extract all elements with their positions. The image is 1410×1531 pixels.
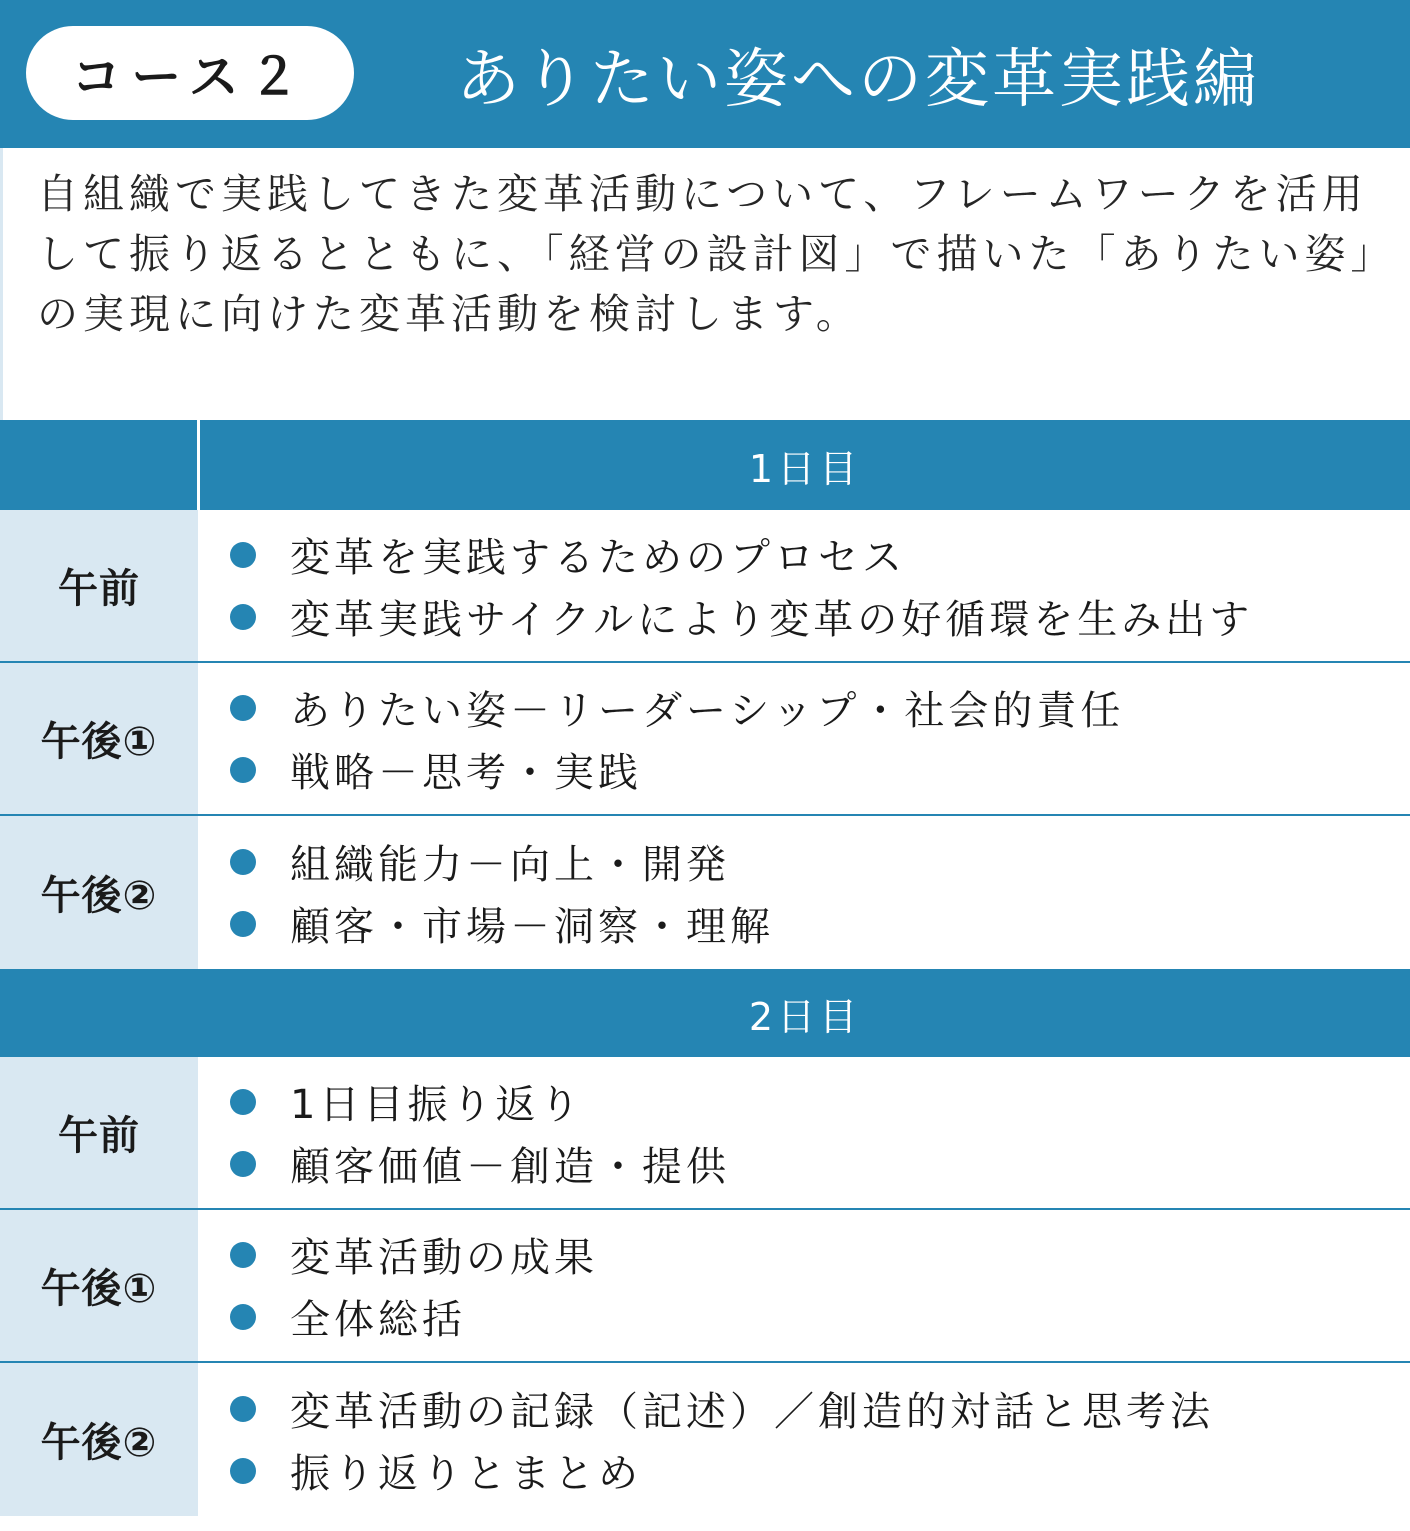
item-text: 組織能力－向上・開発 [290,842,730,888]
list-item [230,739,1410,801]
list-item [230,893,1410,955]
list-item [230,1286,1410,1348]
list-item [230,677,1410,739]
course-title: ありたい姿への変革実践編 [456,43,1260,117]
item-text: 1日目振り返り [290,1082,584,1128]
course-header [0,0,1410,148]
day-header [0,420,1410,510]
item-text: 変革を実践するためのプロセス [290,535,906,581]
course-description: 自組織で実践してきた変革活動について、フレームワークを活用して振り返るとともに、「経営の設計図」で描いた「ありたい姿」の実現に向けた変革活動を検討します。 [37,170,1376,338]
list-item [230,586,1410,648]
list-item [230,1440,1410,1502]
item-text: ありたい姿－リーダーシップ・社会的責任 [290,688,1125,734]
list-item [230,1133,1410,1195]
list-item [230,1378,1410,1440]
period-label: 午前 [0,1057,198,1208]
session-row [0,510,1410,663]
day-header [0,969,1410,1057]
day-label: 2日目 [748,994,862,1039]
bullet-icon [230,604,256,630]
list-item [230,831,1410,893]
bullet-icon [230,849,256,875]
session-items [198,1363,1410,1516]
bullet-icon [230,1151,256,1177]
list-item [230,1071,1410,1133]
period-label: 午後② [0,1363,198,1516]
item-text: 顧客・市場－洞察・理解 [290,904,774,950]
item-text: 戦略－思考・実践 [290,750,642,796]
day-label: 1日目 [748,446,862,491]
bullet-icon [230,695,256,721]
bullet-icon [230,1458,256,1484]
bullet-icon [230,1089,256,1115]
course-label-badge: コース２ [26,26,354,120]
bullet-icon [230,1304,256,1330]
session-row [0,816,1410,969]
period-label: 午前 [0,510,198,661]
item-text: 変革実践サイクルにより変革の好循環を生み出す [290,597,1254,643]
item-text: 変革活動の記録（記述）／創造的対話と思考法 [290,1389,1214,1435]
session-items [198,816,1410,969]
item-text: 顧客価値－創造・提供 [290,1144,730,1190]
session-items [198,663,1410,814]
bullet-icon [230,542,256,568]
item-text: 変革活動の成果 [290,1235,598,1281]
period-label: 午後① [0,1210,198,1361]
session-items [198,510,1410,661]
bullet-icon [230,1242,256,1268]
period-label: 午後① [0,663,198,814]
session-items [198,1057,1410,1208]
session-row [0,663,1410,816]
session-row [0,1210,1410,1363]
session-items [198,1210,1410,1361]
period-label: 午後② [0,816,198,969]
session-row [0,1363,1410,1516]
session-row [0,1057,1410,1210]
bullet-icon [230,1396,256,1422]
course-description-panel [0,148,1410,420]
bullet-icon [230,911,256,937]
schedule-table [0,420,1410,1516]
item-text: 全体総括 [290,1297,466,1343]
bullet-icon [230,757,256,783]
list-item [230,1224,1410,1286]
item-text: 振り返りとまとめ [290,1451,642,1497]
list-item [230,524,1410,586]
